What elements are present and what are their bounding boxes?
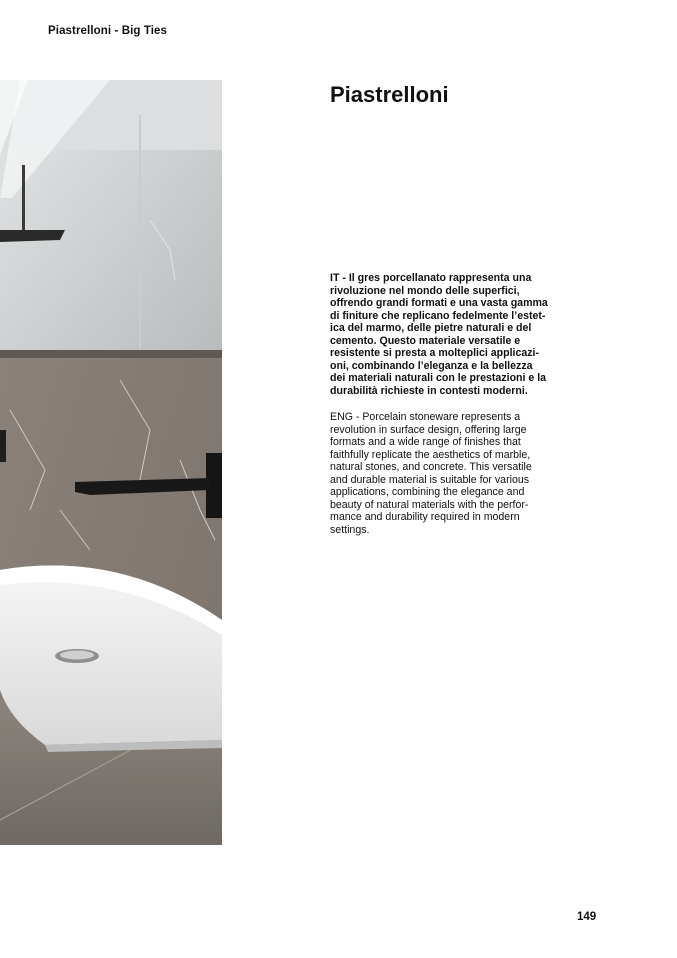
text-line: ENG - Porcelain stoneware represents a bbox=[330, 411, 521, 423]
running-header: Piastrelloni - Big Ties bbox=[48, 25, 168, 37]
text-line: IT - Il gres porcellanato rappresenta una bbox=[330, 272, 532, 284]
text-line: revolution in surface design, offering large bbox=[330, 423, 527, 436]
text-line: settings. bbox=[330, 523, 370, 536]
text-line: durabilità richieste in contesti moderni. bbox=[330, 384, 528, 397]
text-line: rivoluzione nel mondo delle superfici, bbox=[330, 284, 520, 297]
text-line: dei materiali naturali con le prestazioni e la bbox=[330, 372, 547, 384]
text-line: offrendo grandi formati e una vasta gamma bbox=[330, 297, 548, 309]
text-line: ica del marmo, delle pietre naturali e del bbox=[330, 322, 532, 334]
text-line: oni, combinando l’eleganza e la bellezza bbox=[330, 359, 533, 372]
italian-paragraph bbox=[330, 272, 575, 397]
text-line: and durable material is suitable for various bbox=[330, 473, 530, 486]
bathroom-photo bbox=[0, 80, 222, 845]
page-number: 149 bbox=[577, 911, 597, 923]
section-title: Piastrelloni bbox=[330, 82, 449, 107]
text-line: resistente si presta a molteplici applicazi- bbox=[330, 347, 540, 359]
text-line: mance and durability required in modern bbox=[330, 511, 520, 523]
text-line: natural stones, and concrete. This versatile bbox=[330, 461, 532, 473]
english-paragraph bbox=[330, 411, 575, 536]
text-line: faithfully replicate the aesthetics of marble, bbox=[330, 448, 531, 461]
text-line: applications, combining the elegance and bbox=[330, 486, 525, 498]
text-line: beauty of natural materials with the perfor- bbox=[330, 498, 529, 511]
bathroom-photo-icon bbox=[0, 80, 222, 845]
text-line: cemento. Questo materiale versatile e bbox=[330, 334, 521, 347]
text-line: formats and a wide range of finishes that bbox=[330, 436, 521, 448]
text-line: di finiture che replicano fedelmente l’estet- bbox=[330, 309, 546, 322]
